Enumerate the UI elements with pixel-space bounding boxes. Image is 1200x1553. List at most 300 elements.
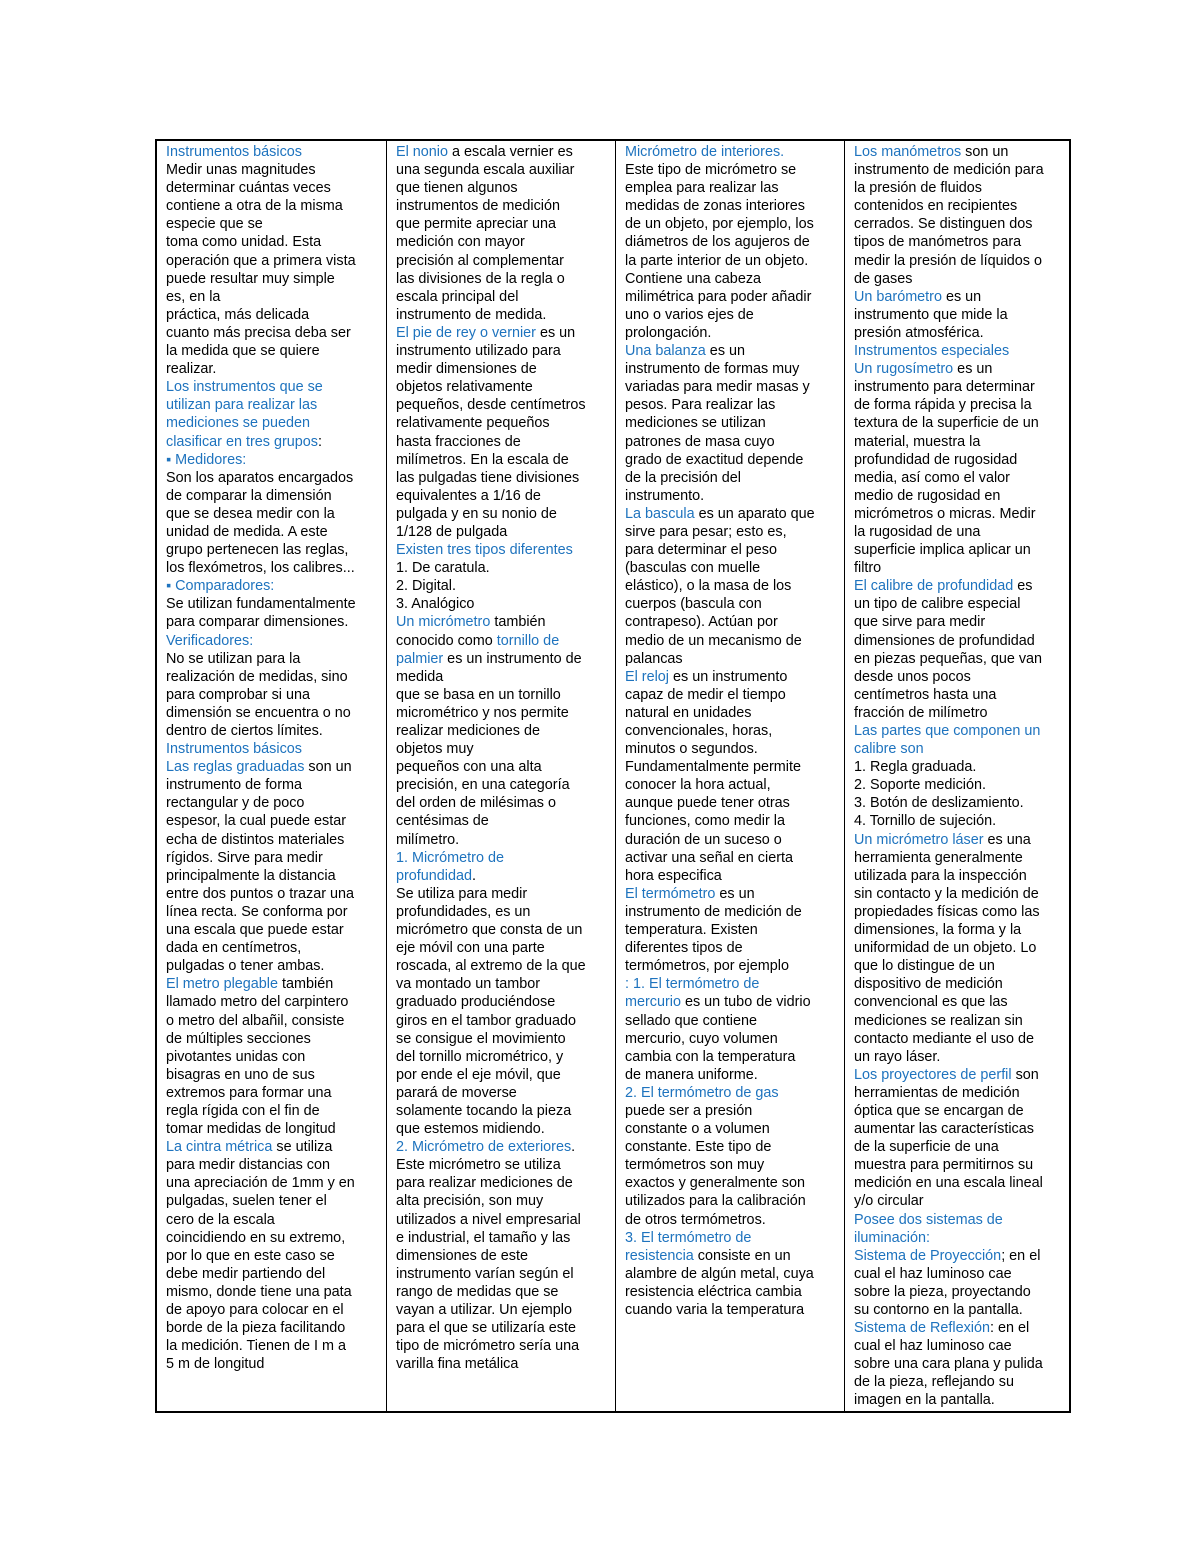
- text-line: [166, 650, 380, 668]
- text-line: [854, 1355, 1063, 1373]
- text-line: [166, 1084, 380, 1102]
- text-line: [396, 559, 609, 577]
- body-text: es: [1013, 578, 1033, 595]
- body-text: sellado que contiene: [625, 1012, 758, 1029]
- heading-text: Sistema de Reflexión: [854, 1320, 990, 1337]
- body-text: de forma rápida y precisa la: [854, 397, 1032, 414]
- body-text: rango de medidas que se: [396, 1283, 559, 1300]
- body-text: por ende el eje móvil, que: [396, 1066, 561, 1083]
- body-text: regla rígida con el fin de: [166, 1102, 320, 1119]
- text-line: [166, 776, 380, 794]
- text-line: [854, 1174, 1063, 1192]
- text-line: [625, 469, 838, 487]
- body-text: medición en una escala lineal: [854, 1175, 1043, 1192]
- body-text: la presión de fluidos: [854, 180, 982, 197]
- content-table: [155, 139, 1071, 1413]
- text-line: [625, 595, 838, 613]
- text-line: [166, 1337, 380, 1355]
- body-text: es un: [705, 343, 746, 360]
- text-line: [396, 704, 609, 722]
- heading-text: mercurio: [625, 994, 681, 1011]
- text-line: [166, 704, 380, 722]
- body-text: también: [490, 614, 546, 631]
- text-line: [625, 197, 838, 215]
- body-text: dimensiones de este: [396, 1247, 528, 1264]
- text-line: [854, 1156, 1063, 1174]
- text-line: [396, 794, 609, 812]
- text-line: [396, 541, 609, 559]
- text-line: [166, 740, 380, 758]
- text-line: [625, 1120, 838, 1138]
- text-line: [396, 668, 609, 686]
- text-line: [396, 740, 609, 758]
- text-line: [166, 975, 380, 993]
- body-text: capaz de medir el tiempo: [625, 686, 786, 703]
- text-line: [396, 831, 609, 849]
- text-line: [396, 1012, 609, 1030]
- body-text: por lo que en este caso se: [166, 1247, 335, 1264]
- body-text: vayan a utilizar. Un ejemplo: [396, 1302, 572, 1318]
- text-line: [625, 957, 838, 975]
- body-text: son un: [961, 144, 1009, 160]
- body-text: extremos para formar una: [166, 1084, 332, 1101]
- text-line: [396, 360, 609, 378]
- body-text: profundidades, es un: [396, 903, 531, 920]
- body-text: sobre una cara plana y pulida: [854, 1356, 1043, 1373]
- body-text: es, en la: [166, 288, 221, 305]
- body-text: dentro de ciertos límites.: [166, 723, 323, 739]
- text-line: [166, 433, 380, 451]
- heading-text: profundidad: [396, 867, 473, 884]
- text-line: [625, 776, 838, 794]
- body-text: instrumento de medición para: [854, 162, 1044, 179]
- text-line: [854, 1066, 1063, 1084]
- text-line: [396, 523, 609, 541]
- text-line: [396, 632, 609, 650]
- body-text: conocer la hora actual,: [625, 777, 771, 794]
- heading-text: El reloj: [625, 668, 669, 685]
- text-line: [166, 613, 380, 631]
- text-line: [854, 885, 1063, 903]
- text-line: [854, 704, 1063, 722]
- text-line: [396, 1211, 609, 1229]
- body-text: contenidos en recipientes: [854, 198, 1018, 215]
- text-line: [166, 957, 380, 975]
- heading-text: utilizan para realizar las: [166, 397, 318, 414]
- text-line: [625, 993, 838, 1011]
- text-line: [166, 1229, 380, 1247]
- body-text: cual el haz luminoso cae: [854, 1338, 1012, 1355]
- heading-text: El metro plegable: [166, 976, 278, 993]
- text-line: [166, 378, 380, 396]
- text-line: [854, 957, 1063, 975]
- body-text: de la pieza, reflejando su: [854, 1374, 1015, 1391]
- body-text: especie que se: [166, 216, 263, 233]
- column-2: [386, 141, 615, 1411]
- text-line: [396, 342, 609, 360]
- body-text: medio de rugosidad en: [854, 487, 1001, 504]
- text-line: [854, 288, 1063, 306]
- text-line: [396, 306, 609, 324]
- heading-text: Una balanza: [625, 343, 706, 360]
- body-text: para determinar el peso: [625, 542, 777, 559]
- text-line: [854, 1373, 1063, 1391]
- body-text: filtro: [854, 560, 882, 577]
- heading-text: Las partes que componen un: [854, 723, 1041, 739]
- text-line: [854, 143, 1063, 161]
- body-text: pequeños, desde centímetros: [396, 397, 586, 414]
- heading-text: ▪ Comparadores:: [166, 578, 275, 595]
- body-text: milimétrica para poder añadir: [625, 288, 812, 305]
- body-text: utilizados para la calibración: [625, 1193, 806, 1210]
- body-text: micrómetro que consta de un: [396, 922, 583, 939]
- text-line: [625, 288, 838, 306]
- body-text: medición con mayor: [396, 234, 525, 251]
- text-line: [396, 1156, 609, 1174]
- text-line: [166, 1030, 380, 1048]
- text-line: [166, 1138, 380, 1156]
- text-line: [166, 758, 380, 776]
- text-line: [396, 776, 609, 794]
- text-line: [396, 215, 609, 233]
- body-text: Este micrómetro se utiliza: [396, 1157, 561, 1174]
- text-line: [854, 505, 1063, 523]
- body-text: de múltiples secciones: [166, 1030, 311, 1047]
- text-line: [625, 505, 838, 523]
- text-line: [854, 342, 1063, 360]
- column-1: [157, 141, 386, 1411]
- body-text: desde unos pocos: [854, 668, 971, 685]
- text-line: [166, 324, 380, 342]
- body-text: es un instrumento: [669, 668, 788, 685]
- heading-text: 3. El termómetro de: [625, 1229, 752, 1246]
- body-text: para realizar mediciones de: [396, 1175, 573, 1192]
- text-line: [166, 849, 380, 867]
- text-line: [854, 903, 1063, 921]
- text-line: [854, 559, 1063, 577]
- text-line: [854, 1084, 1063, 1102]
- text-line: [625, 758, 838, 776]
- body-text: herramientas de medición: [854, 1084, 1020, 1101]
- text-line: [854, 776, 1063, 794]
- text-line: [166, 1301, 380, 1319]
- text-line: [396, 1174, 609, 1192]
- body-text: parará de moverse: [396, 1084, 517, 1101]
- heading-text: Los instrumentos que se: [166, 379, 323, 396]
- body-text: del orden de milésimas o: [396, 795, 556, 812]
- body-text: .: [472, 867, 477, 884]
- text-line: [625, 396, 838, 414]
- heading-text: Instrumentos básicos: [166, 144, 302, 160]
- text-line: [166, 1066, 380, 1084]
- body-text: y/o circular: [854, 1193, 924, 1210]
- heading-text: Un micrómetro: [396, 614, 491, 631]
- text-line: [854, 1283, 1063, 1301]
- body-text: aunque puede tener otras: [625, 795, 790, 812]
- body-text: elástico), o la masa de los: [625, 578, 792, 595]
- body-text: propiedades físicas como las: [854, 903, 1040, 920]
- text-line: [625, 686, 838, 704]
- body-text: de apoyo para colocar en el: [166, 1302, 344, 1318]
- body-text: profundidad de rugosidad: [854, 451, 1018, 468]
- text-line: [854, 161, 1063, 179]
- text-line: [166, 541, 380, 559]
- text-line: [396, 650, 609, 668]
- body-text: hora especifica: [625, 867, 722, 884]
- heading-text: Un rugosímetro: [854, 361, 954, 378]
- body-text: se utiliza: [272, 1139, 333, 1156]
- body-text: una segunda escala auxiliar: [396, 162, 575, 179]
- body-text: muestra para permitirnos su: [854, 1157, 1034, 1174]
- body-text: de gases: [854, 270, 913, 287]
- text-line: [396, 975, 609, 993]
- text-line: [166, 1319, 380, 1337]
- body-text: instrumento de forma: [166, 777, 302, 794]
- body-text: pulgadas, suelen tener el: [166, 1193, 327, 1210]
- body-text: 4. Tornillo de sujeción.: [854, 813, 997, 830]
- text-line: [396, 161, 609, 179]
- text-line: [166, 595, 380, 613]
- body-text: graduado produciéndose: [396, 994, 556, 1011]
- text-line: [166, 252, 380, 270]
- text-line: [854, 451, 1063, 469]
- text-line: [854, 1192, 1063, 1210]
- body-text: funciones, como medir la: [625, 813, 785, 830]
- body-text: instrumento que mide la: [854, 306, 1008, 323]
- body-text: es un: [953, 361, 993, 378]
- body-text: su contorno en la pantalla.: [854, 1302, 1023, 1318]
- text-line: [166, 1048, 380, 1066]
- body-text: (basculas con muelle: [625, 560, 761, 577]
- body-text: realizar.: [166, 361, 217, 378]
- body-text: conocido como: [396, 632, 497, 649]
- body-text: para comprobar si una: [166, 686, 310, 703]
- text-line: [166, 885, 380, 903]
- text-line: [166, 1211, 380, 1229]
- body-text: es un instrumento de: [443, 650, 582, 667]
- body-text: milímetros. En la escala de: [396, 451, 569, 468]
- body-text: las divisiones de la regla o: [396, 270, 565, 287]
- body-text: aumentar las características: [854, 1121, 1034, 1138]
- text-line: [854, 523, 1063, 541]
- text-line: [166, 451, 380, 469]
- body-text: en piezas pequeñas, que van: [854, 650, 1043, 667]
- text-line: [854, 469, 1063, 487]
- text-line: [625, 252, 838, 270]
- body-text: termómetros son muy: [625, 1157, 765, 1174]
- body-text: para el que se utilizaría este: [396, 1320, 576, 1337]
- text-line: [625, 613, 838, 631]
- text-line: [625, 1247, 838, 1265]
- text-line: [166, 1283, 380, 1301]
- text-line: [396, 722, 609, 740]
- text-line: [396, 993, 609, 1011]
- text-line: [166, 215, 380, 233]
- body-text: cambia con la temperatura: [625, 1048, 796, 1065]
- body-text: un rayo láser.: [854, 1048, 941, 1065]
- body-text: de comparar la dimensión: [166, 487, 332, 504]
- body-text: fracción de milímetro: [854, 704, 988, 721]
- body-text: mismo, donde tiene una pata: [166, 1283, 352, 1300]
- body-text: medidas de zonas interiores: [625, 198, 805, 215]
- text-line: [854, 1391, 1063, 1409]
- heading-text: .: [780, 144, 785, 160]
- text-line: [166, 1120, 380, 1138]
- text-line: [396, 197, 609, 215]
- text-line: [396, 414, 609, 432]
- text-line: [854, 215, 1063, 233]
- text-line: [854, 1229, 1063, 1247]
- body-text: práctica, más delicada: [166, 306, 310, 323]
- text-line: [854, 270, 1063, 288]
- text-line: [625, 849, 838, 867]
- text-line: [396, 1066, 609, 1084]
- text-line: [396, 1192, 609, 1210]
- body-text: 1/128 de pulgada: [396, 523, 508, 540]
- text-line: [166, 414, 380, 432]
- body-text: herramienta generalmente: [854, 849, 1023, 866]
- text-line: [854, 758, 1063, 776]
- body-text: : en el: [989, 1320, 1030, 1337]
- text-line: [625, 360, 838, 378]
- text-line: [396, 1265, 609, 1283]
- text-line: [396, 885, 609, 903]
- body-text: es un: [715, 885, 755, 902]
- text-line: [854, 577, 1063, 595]
- text-line: [166, 921, 380, 939]
- body-text: de otros termómetros.: [625, 1211, 766, 1228]
- body-text: Se utiliza para medir: [396, 885, 528, 902]
- text-line: [396, 1102, 609, 1120]
- body-text: .: [571, 1139, 576, 1156]
- body-text: diferentes tipos de: [625, 940, 743, 957]
- body-text: media, así como el valor: [854, 469, 1010, 486]
- text-line: [854, 993, 1063, 1011]
- text-line: [854, 541, 1063, 559]
- body-text: la medición. Tienen de I m a: [166, 1338, 346, 1355]
- text-line: [396, 758, 609, 776]
- text-line: [625, 233, 838, 251]
- body-text: espesor, la cual puede estar: [166, 813, 347, 830]
- text-line: [625, 1301, 838, 1319]
- body-text: precisión, en una categoría: [396, 777, 570, 794]
- body-text: cero de la escala: [166, 1211, 275, 1228]
- body-text: dispositivo de medición: [854, 976, 1003, 993]
- body-text: 1. Regla graduada.: [854, 759, 977, 776]
- text-line: [396, 921, 609, 939]
- body-text: Contiene una cabeza: [625, 270, 762, 287]
- body-text: solamente tocando la pieza: [396, 1102, 572, 1119]
- body-text: que se basa en un tornillo: [396, 686, 561, 703]
- heading-text: Los proyectores de perfil: [854, 1066, 1012, 1083]
- body-text: principalmente la distancia: [166, 867, 336, 884]
- heading-text: 1. Micrómetro de: [396, 849, 504, 866]
- body-text: superficie implica aplicar un: [854, 542, 1031, 559]
- text-line: [166, 903, 380, 921]
- text-line: [396, 1138, 609, 1156]
- body-text: textura de la superficie de un: [854, 415, 1039, 432]
- text-line: [854, 1337, 1063, 1355]
- body-text: Fundamentalmente permite: [625, 759, 801, 776]
- body-text: toma como unidad. Esta: [166, 234, 322, 251]
- text-line: [166, 523, 380, 541]
- body-text: eje móvil con una parte: [396, 940, 545, 957]
- body-text: milímetro.: [396, 831, 460, 848]
- text-line: [396, 469, 609, 487]
- text-line: [396, 1355, 609, 1373]
- text-line: [854, 360, 1063, 378]
- text-line: [166, 233, 380, 251]
- text-line: [396, 396, 609, 414]
- text-line: [854, 1211, 1063, 1229]
- text-line: [166, 306, 380, 324]
- text-line: [396, 1084, 609, 1102]
- text-line: [625, 1211, 838, 1229]
- text-line: [625, 143, 838, 161]
- heading-text: mediciones se pueden: [166, 415, 311, 432]
- body-text: 2. Digital.: [396, 578, 456, 595]
- text-line: [854, 794, 1063, 812]
- body-text: la parte interior de un objeto.: [625, 252, 809, 269]
- body-text: pivotantes unidas con: [166, 1048, 306, 1065]
- body-text: duración de un suceso o: [625, 831, 782, 848]
- heading-text: 2. Micrómetro de exteriores: [396, 1139, 572, 1156]
- body-text: coincidiendo en su extremo,: [166, 1229, 346, 1246]
- text-line: [625, 1192, 838, 1210]
- text-line: [396, 233, 609, 251]
- heading-text: calibre son: [854, 741, 924, 758]
- body-text: que permite apreciar una: [396, 216, 556, 233]
- text-line: [625, 1229, 838, 1247]
- body-text: llamado metro del carpintero: [166, 994, 349, 1011]
- text-line: [396, 595, 609, 613]
- body-text: instrumento de medida.: [396, 306, 547, 323]
- text-line: [854, 1102, 1063, 1120]
- body-text: equivalentes a 1/16 de: [396, 487, 541, 504]
- heading-text: Los manómetros: [854, 144, 962, 160]
- body-text: óptica que se encargan de: [854, 1102, 1024, 1119]
- body-text: de la precisión del: [625, 469, 741, 486]
- body-text: mediciones se utilizan: [625, 415, 766, 432]
- heading-text: tornillo de: [496, 632, 560, 649]
- body-text: un tipo de calibre especial: [854, 596, 1021, 613]
- body-text: debe medir partiendo del: [166, 1265, 326, 1282]
- body-text: material, muestra la: [854, 433, 981, 450]
- body-text: temperatura. Existen: [625, 922, 758, 939]
- body-text: dimensión se encuentra o no: [166, 704, 351, 721]
- text-line: [625, 306, 838, 324]
- body-text: que sirve para medir: [854, 614, 986, 631]
- body-text: centésimas de: [396, 813, 489, 830]
- text-line: [854, 812, 1063, 830]
- heading-text: Un micrómetro láser: [854, 831, 984, 848]
- heading-text: resistencia: [625, 1247, 694, 1264]
- text-line: [166, 794, 380, 812]
- text-line: [396, 1301, 609, 1319]
- text-line: [166, 1174, 380, 1192]
- body-text: tipo de micrómetro sería una: [396, 1338, 580, 1355]
- text-line: [396, 686, 609, 704]
- text-line: [625, 831, 838, 849]
- body-text: de manera uniforme.: [625, 1066, 758, 1083]
- heading-text: Micrómetro de interiores: [625, 144, 781, 160]
- text-line: [854, 849, 1063, 867]
- body-text: echa de distintos materiales: [166, 831, 345, 848]
- text-line: [854, 1301, 1063, 1319]
- body-text: 1. De caratula.: [396, 560, 490, 577]
- heading-text: Sistema de Proyección: [854, 1247, 1002, 1264]
- body-text: puede ser a presión: [625, 1102, 753, 1119]
